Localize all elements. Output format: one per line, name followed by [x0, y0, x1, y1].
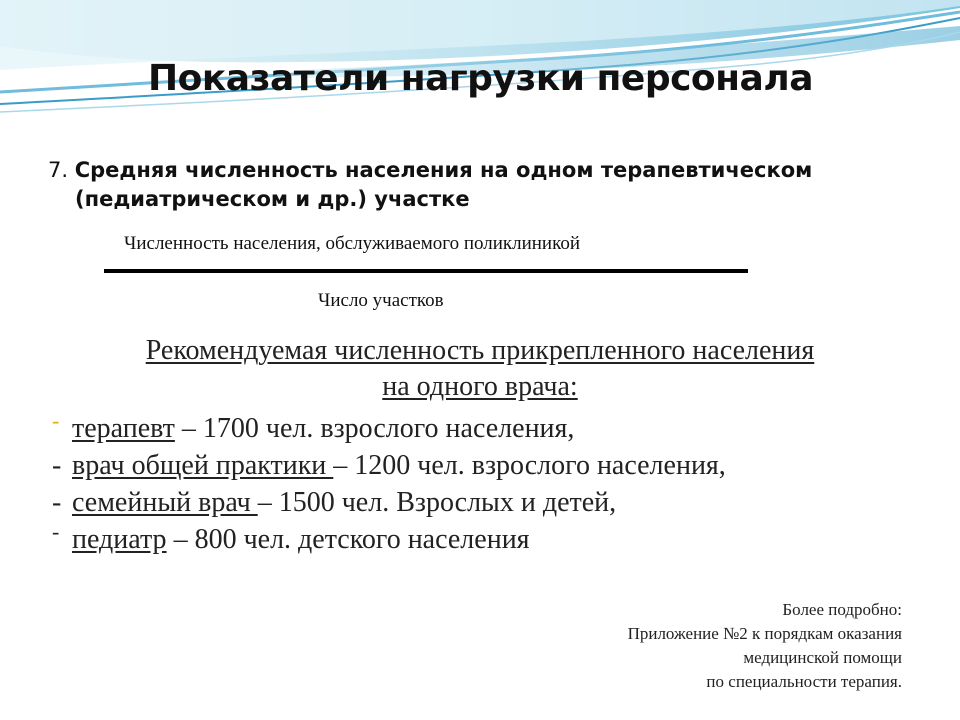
list-item-family-doctor	[52, 484, 726, 521]
item-text-line1: Средняя численность населения на одном терапевтическом	[74, 158, 813, 182]
fraction-bar	[104, 269, 748, 273]
list-item-value: – 1700 чел. взрослого населения,	[174, 413, 575, 444]
recommended-list	[52, 410, 726, 558]
formula-denominator: Число участков	[318, 290, 444, 311]
list-item-gp	[52, 447, 726, 484]
list-bullet: -	[52, 519, 60, 544]
item-number: 7.	[48, 158, 69, 182]
formula-numerator: Численность населения, обслуживаемого поликлиникой	[124, 233, 581, 254]
list-bullet: -	[52, 487, 62, 518]
list-item-value: – 1200 чел. взрослого населения,	[333, 450, 726, 481]
reference-note	[628, 598, 902, 694]
list-bullet: -	[52, 408, 60, 433]
list-item-pediatrician	[52, 521, 726, 558]
recommended-heading-line1: Рекомендуемая численность прикрепленного населения	[145, 335, 815, 366]
list-bullet: -	[52, 450, 62, 481]
note-line3: медицинской помощи	[743, 648, 902, 667]
list-item-value: – 800 чел. детского населения	[166, 524, 530, 555]
list-item-term: педиатр	[72, 524, 167, 555]
list-item-term: терапевт	[72, 413, 175, 444]
note-line4: по специальности терапия.	[706, 672, 902, 691]
list-item-term: врач общей практики	[72, 450, 334, 481]
slide-title: Показатели нагрузки персонала	[148, 58, 813, 99]
item-text-line2: (педиатрическом и др.) участке	[75, 187, 470, 211]
note-line1: Более подробно:	[782, 600, 902, 619]
list-item-term: семейный врач	[72, 487, 258, 518]
note-line2: Приложение №2 к порядкам оказания	[627, 624, 902, 643]
list-item-therapist	[52, 410, 726, 447]
recommended-heading-line2: на одного врача:	[382, 371, 578, 402]
item-7-definition	[48, 156, 908, 214]
list-item-value: – 1500 чел. Взрослых и детей,	[257, 487, 617, 518]
recommended-heading	[0, 333, 960, 405]
